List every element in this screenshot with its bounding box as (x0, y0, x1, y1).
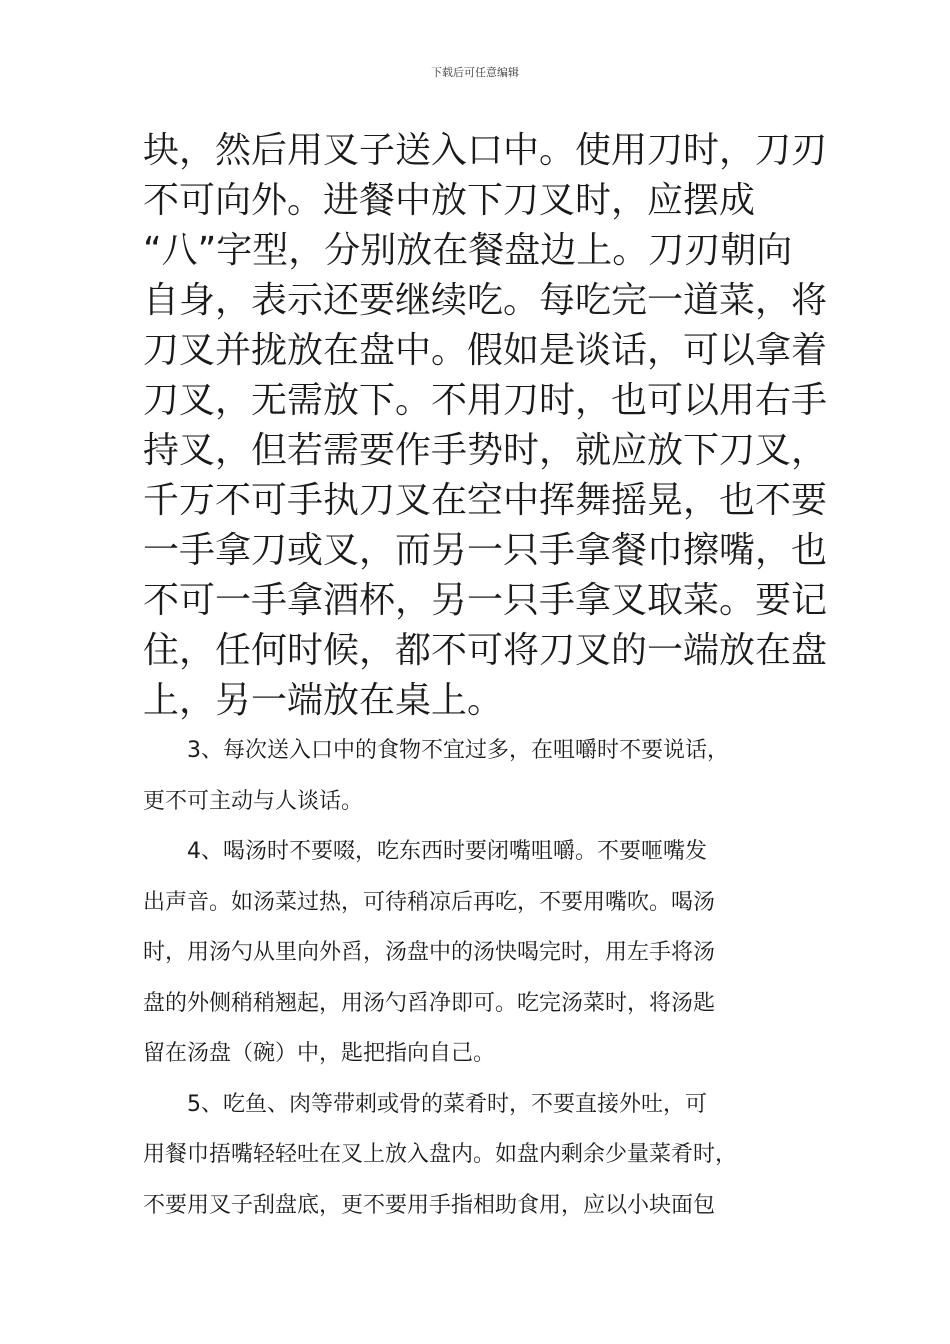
text-line: 千万不可手执刀叉在空中挥舞摇晃，也不要 (143, 480, 828, 521)
paragraph-5 (143, 1080, 823, 1232)
text-line: 用餐巾捂嘴轻轻吐在叉上放入盘内。如盘内剩余少量菜肴时， (143, 1142, 738, 1167)
text-line: 3、每次送入口中的食物不宜过多，在咀嚼时不要说话， (187, 738, 729, 763)
text-line: 不要用叉子刮盘底，更不要用手指相助食用，应以小块面包 (143, 1192, 716, 1218)
text-line: 刀叉，无需放下。不用刀时，也可以用右手 (143, 380, 828, 421)
paragraph-4 (143, 827, 823, 1080)
text-line: 刀叉并拢放在盘中。假如是谈话，可以拿着 (143, 330, 828, 371)
text-line: 更不可主动与人谈话。 (143, 788, 364, 814)
text-line: 留在汤盘（碗）中，匙把指向自己。 (143, 1041, 496, 1066)
text-line: “八”字型，分别放在餐盘边上。刀刃朝向 (143, 230, 793, 271)
text-line: 盘的外侧稍稍翘起，用汤勺舀净即可。吃完汤菜时，将汤匙 (143, 990, 716, 1016)
text-line: 一手拿刀或叉，而另一只手拿餐巾擦嘴，也 (143, 530, 828, 571)
text-line: 自身，表示还要继续吃。每吃完一道菜，将 (143, 280, 828, 321)
text-line: 持叉，但若需要作手势时，就应放下刀叉， (143, 430, 828, 471)
text-line: 不可向外。进餐中放下刀叉时，应摆成 (143, 180, 756, 221)
large-paragraph (143, 126, 828, 726)
page-header: 下载后可任意编辑 (431, 66, 519, 79)
text-line: 住，任何时候，都不可将刀叉的一端放在盘 (143, 630, 828, 671)
text-line: 上，另一端放在桌上。 (143, 680, 504, 721)
paragraph-3 (143, 726, 823, 827)
text-line: 5、吃鱼、肉等带刺或骨的菜肴时，不要直接外吐，可 (187, 1091, 707, 1117)
text-line: 4、喝汤时不要啜，吃东西时要闭嘴咀嚼。不要咂嘴发 (187, 839, 707, 864)
text-line: 不可一手拿酒杯，另一只手拿叉取菜。要记 (143, 580, 828, 621)
body-text (143, 726, 823, 1231)
text-line: 块，然后用叉子送入口中。使用刀时，刀刃 (143, 130, 828, 171)
text-line: 出声音。如汤菜过热，可待稍凉后再吃，不要用嘴吹。喝汤 (143, 889, 716, 915)
text-line: 时，用汤勺从里向外舀，汤盘中的汤快喝完时，用左手将汤 (143, 940, 716, 965)
